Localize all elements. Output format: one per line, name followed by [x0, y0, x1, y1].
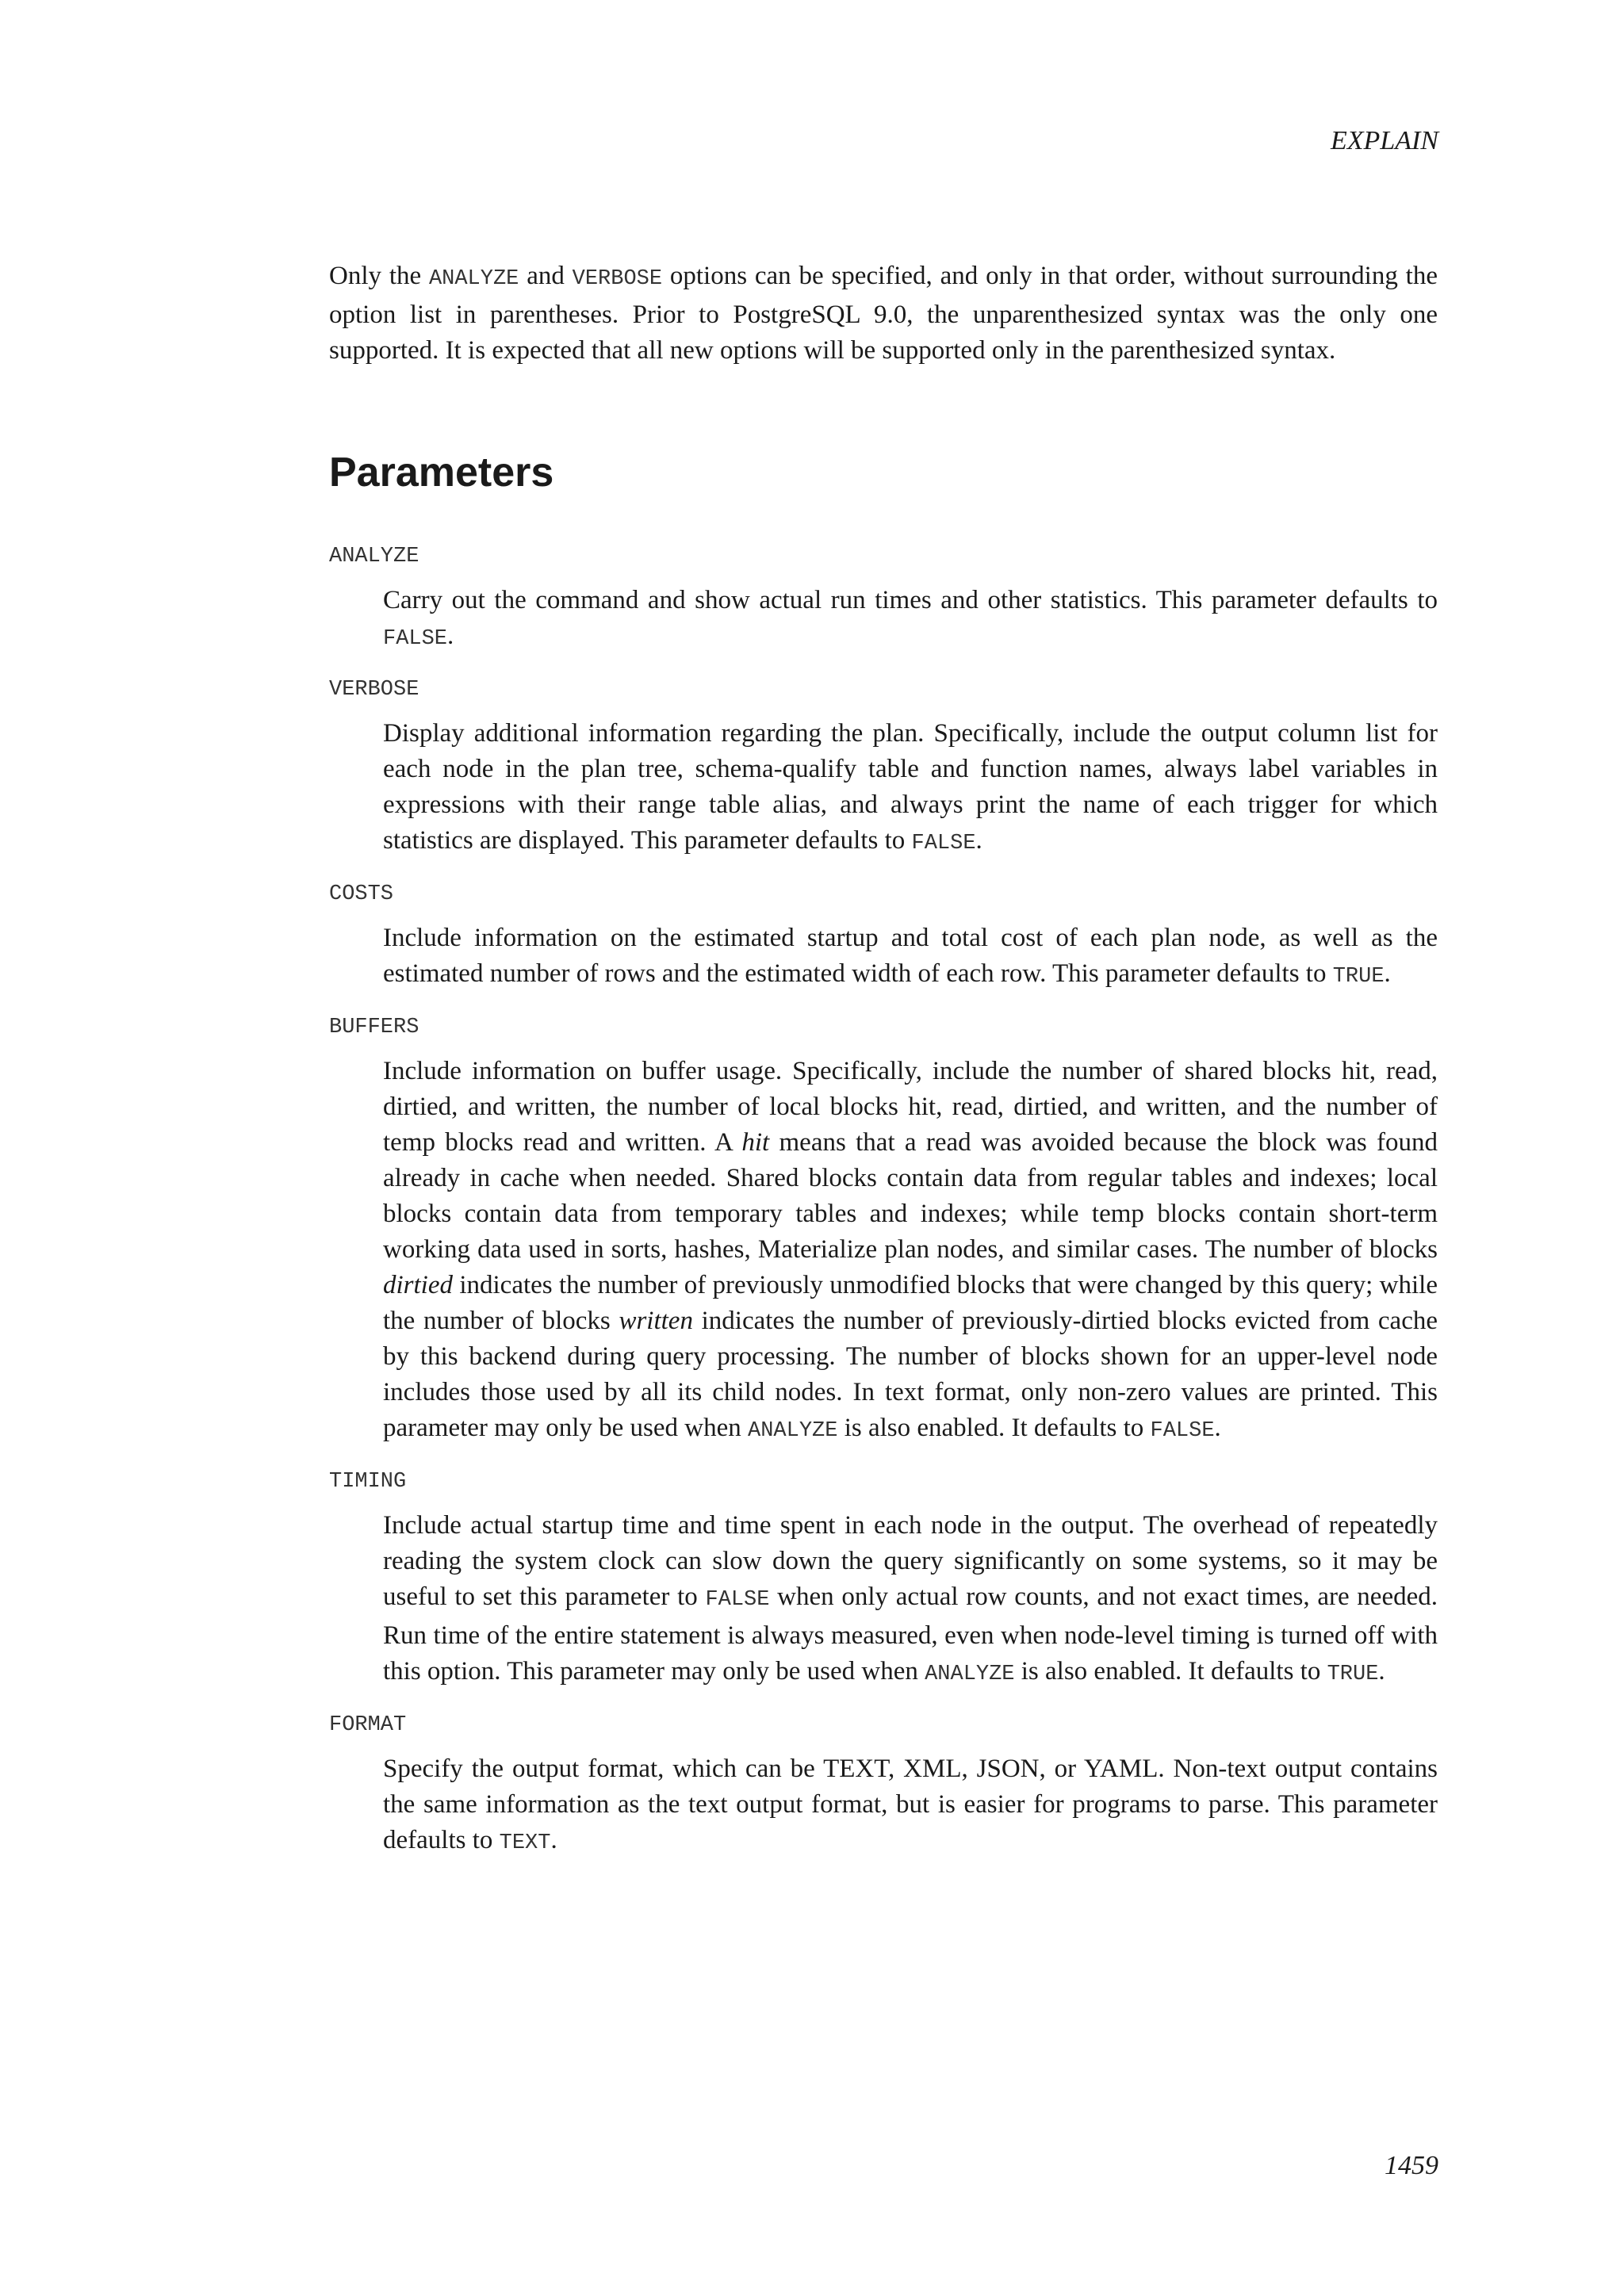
param-term-buffers: BUFFERS	[329, 1016, 419, 1039]
inline-code: FALSE	[911, 832, 976, 855]
param-term-format: FORMAT	[329, 1713, 407, 1737]
intro-text: Only the	[329, 262, 429, 290]
param-def-verbose: Display additional information regarding the plan. Specifically, include the output column list for each node in the plan tree, schema-qualify table and function names, always label variables in expressions with their range table alias, and always print the name of each trigger for which statistics are displayed. This parameter defaults to FALSE.	[383, 719, 1438, 855]
param-def-timing: Include actual startup time and time spent in each node in the output. The overhead of repeatedly reading the system clock can slow down the query significantly on some systems, so it may be useful to set this parameter to FALSE when only actual row counts, and not exact times, are needed. Run time of the entire statement is always measured, even when node-level timing is turned off with this option. This parameter may only be used when ANALYZE is also enabled. It defaults to TRUE.	[383, 1511, 1438, 1686]
param-def-format: Specify the output format, which can be TEXT, XML, JSON, or YAML. Non-text output contains the same information as the text output format, but is easier for programs to parse. This parameter defaults to TEXT.	[383, 1755, 1438, 1855]
param-term-costs: COSTS	[329, 882, 394, 906]
running-header: EXPLAIN	[1331, 126, 1438, 155]
inline-code: VERBOSE	[572, 267, 663, 291]
param-def-analyze: Carry out the command and show actual run times and other statistics. This parameter defaults to FALSE.	[383, 586, 1438, 651]
intro-text: and	[519, 262, 573, 290]
inline-code: ANALYZE	[428, 267, 519, 291]
param-term-timing: TIMING	[329, 1470, 407, 1494]
param-def-buffers: Include information on buffer usage. Specifically, include the number of shared blocks hit, read, dirtied, and written, the number of local blocks hit, read, dirtied, and written, and the number of temp blocks read and written. A hit means that a read was avoided because the block was found already in cache when needed. Shared blocks contain data from regular tables and indexes; local blocks contain data from temporary tables and indexes; while temp blocks contain short-term working data used in sorts, hashes, Materialize plan nodes, and similar cases. The number of blocks dirtied indicates the number of previously unmodified blocks that were changed by this query; while the number of blocks written indicates the number of previously-dirtied blocks evicted from cache by this backend during query processing. The number of blocks shown for an upper-level node includes those used by all its child nodes. In text format, only non-zero values are printed. This parameter may only be used when ANALYZE is also enabled. It defaults to FALSE.	[383, 1057, 1438, 1443]
emphasis: hit	[741, 1128, 770, 1157]
inline-code: ANALYZE	[925, 1663, 1015, 1686]
inline-code: FALSE	[1150, 1419, 1215, 1443]
inline-code: TRUE	[1332, 965, 1385, 989]
inline-code: TRUE	[1327, 1663, 1379, 1686]
page-number: 1459	[1385, 2151, 1438, 2180]
intro-paragraph	[329, 258, 1438, 369]
param-term-analyze: ANALYZE	[329, 545, 419, 568]
inline-code: TEXT	[499, 1831, 551, 1855]
inline-code: FALSE	[383, 627, 448, 651]
emphasis: dirtied	[383, 1271, 453, 1299]
intro-text: options can be specified, and only in that order, without surrounding the option list in parentheses. Prior to PostgreSQL 9.0, the unparenthesized syntax was the only one supported. It is expected that all new options will be supported only in the parenthesized syntax.	[329, 262, 1438, 365]
page-content	[329, 258, 1438, 1879]
inline-code: FALSE	[705, 1588, 770, 1612]
param-def-costs: Include information on the estimated startup and total cost of each plan node, as well as the estimated number of rows and the estimated width of each row. This parameter defaults to TRUE.	[383, 924, 1438, 989]
param-term-verbose: VERBOSE	[329, 678, 419, 702]
inline-code: ANALYZE	[748, 1419, 838, 1443]
emphasis: written	[619, 1307, 693, 1335]
section-heading: Parameters	[329, 450, 554, 496]
